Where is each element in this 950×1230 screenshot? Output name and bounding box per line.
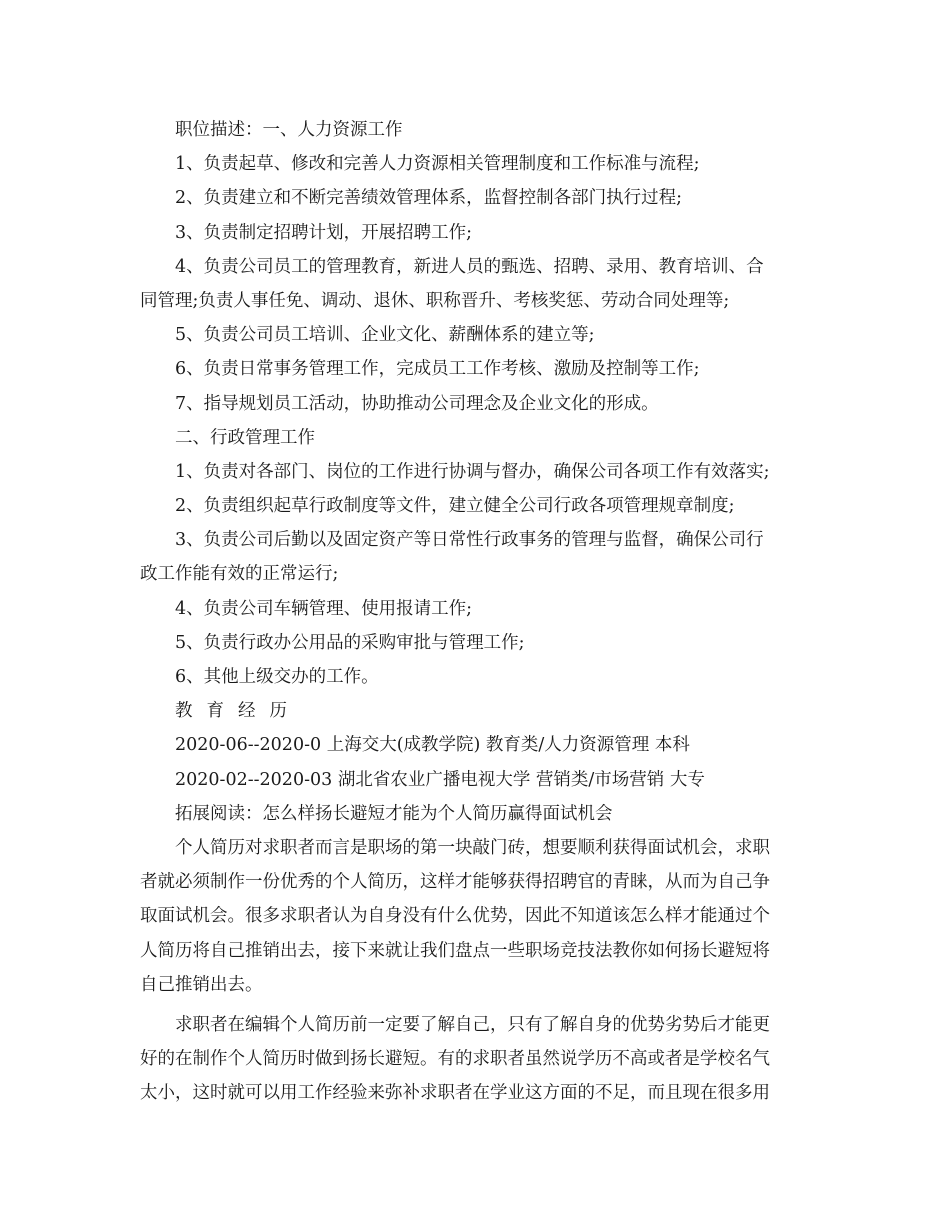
hr-item: 5、负责公司员工培训、企业文化、薪酬体系的建立等; (175, 325, 595, 346)
admin-item: 4、负责公司车辆管理、使用报请工作; (175, 598, 473, 619)
admin-section-title: 二、行政管理工作 (175, 427, 315, 448)
hr-item: 2、负责建立和不断完善绩效管理体系，监督控制各部门执行过程; (175, 188, 683, 209)
education-entry: 2020-06--2020-0 上海交大(成教学院) 教育类/人力资源管理 本科 (175, 735, 690, 756)
admin-item: 1、负责对各部门、岗位的工作进行协调与督办，确保公司各项工作有效落实; (175, 461, 770, 482)
admin-item-continuation: 政工作能有效的正常运行; (140, 564, 339, 585)
paragraph-line: 好的在制作个人简历时做到扬长避短。有的求职者虽然说学历不高或者是学校名气 (140, 1049, 770, 1070)
extended-reading-title: 拓展阅读：怎么样扬长避短才能为个人简历赢得面试机会 (175, 803, 613, 824)
paragraph-line: 求职者在编辑个人简历前一定要了解自己，只有了解自身的优势劣势后才能更 (175, 1014, 770, 1035)
hr-item: 1、负责起草、修改和完善人力资源相关管理制度和工作标准与流程; (175, 154, 700, 175)
paragraph-line: 取面试机会。很多求职者认为自身没有什么优势，因此不知道该怎么样才能通过个 (140, 906, 770, 927)
paragraph-line: 自己推销出去。 (140, 974, 263, 995)
admin-item: 5、负责行政办公用品的采购审批与管理工作; (175, 632, 525, 653)
paragraph-line: 者就必须制作一份优秀的个人简历，这样才能够获得招聘官的青睐，从而为自己争 (140, 872, 770, 893)
hr-item: 3、负责制定招聘计划，开展招聘工作; (175, 222, 473, 243)
admin-item: 6、其他上级交办的工作。 (175, 667, 379, 687)
paragraph-line: 太小，这时就可以用工作经验来弥补求职者在学业这方面的不足，而且现在很多用 (140, 1083, 770, 1104)
hr-item: 4、负责公司员工的管理教育，新进人员的甄选、招聘、录用、教育培训、合 (175, 256, 764, 277)
hr-item: 6、负责日常事务管理工作，完成员工工作考核、激励及控制等工作; (175, 359, 700, 380)
education-section-title: 教育经历 (175, 701, 301, 722)
paragraph-line: 个人简历对求职者而言是职场的第一块敲门砖，想要顺利获得面试机会，求职 (175, 837, 770, 858)
admin-item: 2、负责组织起草行政制度等文件，建立健全公司行政各项管理规章制度; (175, 496, 735, 517)
document-body (140, 113, 812, 1110)
admin-item: 3、负责公司后勤以及固定资产等日常性行政事务的管理与监督，确保公司行 (175, 530, 764, 551)
hr-item-continuation: 同管理;负责人事任免、调动、退休、职称晋升、考核奖惩、劳动合同处理等; (140, 290, 730, 311)
hr-item: 7、指导规划员工活动，协助推动公司理念及企业文化的形成。 (175, 393, 659, 414)
education-entry: 2020-02--2020-03 湖北省农业广播电视大学 营销类/市场营销 大专 (175, 769, 705, 790)
paragraph-line: 人简历将自己推销出去，接下来就让我们盘点一些职场竞技法教你如何扬长避短将 (140, 940, 770, 961)
job-description-title: 职位描述：一、人力资源工作 (175, 120, 403, 140)
